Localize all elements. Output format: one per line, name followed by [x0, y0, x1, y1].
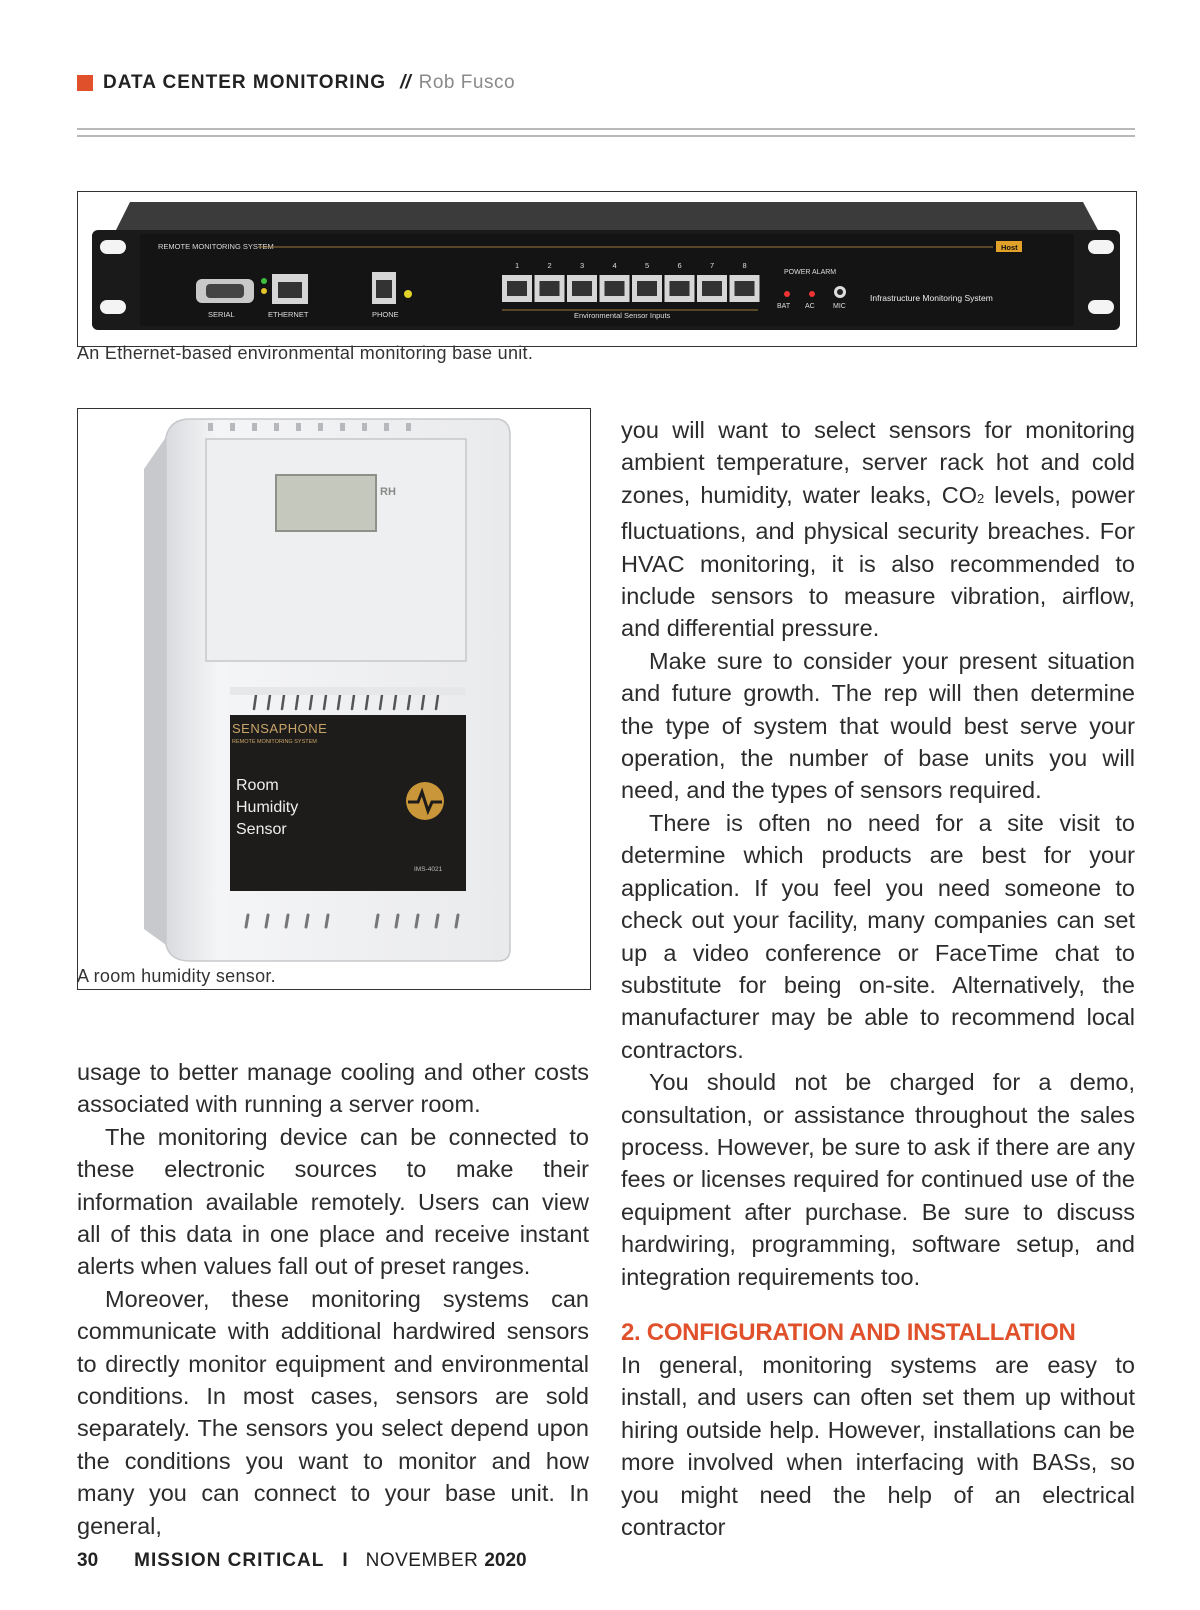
body-paragraph: Make sure to consider your present situation and future growth. The rep will then determine the type of system that would best serve your operation, the number of base units you will need, and the types of sensors required.	[621, 647, 1135, 804]
author-name: Rob Fusco	[418, 72, 516, 93]
section-marker-square	[77, 75, 93, 91]
right-text-column	[621, 414, 1135, 1543]
body-paragraph: Moreover, these monitoring systems can communicate with additional hardwired sensors to directly monitor equipment and environmental conditions. In most cases, sensors are sold separately. The sensors you select depend upon the conditions you want to monitor and how many you can connect to your base unit. In general,	[77, 1285, 589, 1539]
figure2-caption: A room humidity sensor.	[77, 966, 276, 986]
brand-subtitle: REMOTE MONITORING SYSTEM	[232, 739, 317, 745]
sensor-inputs-label: Environmental Sensor Inputs	[574, 311, 671, 320]
mount-hole	[100, 240, 126, 254]
ethernet-label: ETHERNET	[268, 310, 309, 319]
body-paragraph: The monitoring device can be connected to these electronic sources to make their information available remotely. Users can view all of this data in one place and receive instant alerts when values fall out of preset ranges.	[77, 1123, 589, 1280]
figure-humidity-sensor	[77, 408, 591, 990]
product-line-1: Room	[236, 777, 279, 794]
sensor-port-number: 7	[710, 261, 715, 270]
running-header	[77, 70, 515, 96]
mount-hole	[1088, 300, 1114, 314]
power-alarm-label: POWER ALARM	[784, 269, 837, 276]
brand-name: SENSAPHONE	[232, 721, 328, 736]
mount-hole	[1088, 240, 1114, 254]
sensor-port-number: 4	[612, 261, 617, 270]
host-tag: Host	[1001, 243, 1018, 252]
page-footer	[77, 1550, 527, 1572]
issue-year: 2020	[484, 1550, 527, 1571]
footer-divider: I	[342, 1550, 348, 1571]
figure1-caption: An Ethernet-based environmental monitoring base unit.	[77, 343, 534, 363]
sensor-port-number: 3	[580, 261, 585, 270]
header-rule-bottom	[77, 135, 1135, 137]
model-number: IMS-4021	[414, 866, 443, 873]
lcd-display	[276, 475, 376, 531]
product-line-2: Humidity	[236, 799, 299, 816]
header-rule-top	[77, 128, 1135, 130]
mount-hole	[100, 300, 126, 314]
base-unit-image	[78, 192, 1136, 346]
body-paragraph: you will want to select sensors for monitoring ambient temperature, server rack hot and cold zones, humidity, water leaks, CO2 levels, power fluctuations, and physical security breaches. For HVAC monitoring, it is also recommended to include sensors to measure vibration, airflow, and differential pressure.	[621, 417, 1135, 642]
phone-label: PHONE	[372, 310, 399, 319]
sensor-port-number: 6	[677, 261, 682, 270]
body-paragraph: There is often no need for a site visit to determine which products are best for your application. If you feel you need someone to check out your facility, many companies can set up a video conference or FaceTime chat to substitute for being on-site. Alternatively, the manufacturer may be able to recommend local contractors.	[621, 809, 1135, 1063]
ac-label: AC	[805, 303, 815, 310]
body-paragraph: You should not be charged for a demo, consultation, or assistance throughout the sales process. However, be sure to ask if there are any fees or licenses required for continued use of the equipment after purchase. Be sure to discuss hardwiring, programming, software setup, and integration requirements too.	[621, 1069, 1135, 1290]
system-label: Infrastructure Monitoring System	[870, 293, 993, 303]
page-number: 30	[77, 1550, 99, 1571]
body-paragraph: usage to better manage cooling and other costs associated with running a server room.	[77, 1059, 589, 1118]
bat-led	[784, 291, 790, 297]
mic-label: MIC	[833, 303, 846, 310]
left-text-column	[77, 1056, 589, 1542]
sensor-port-number: 5	[645, 261, 650, 270]
header-separator: //	[400, 72, 411, 93]
product-line-3: Sensor	[236, 821, 287, 838]
section-title: DATA CENTER MONITORING	[103, 72, 387, 93]
figure-base-unit	[77, 191, 1137, 347]
serial-label: SERIAL	[208, 310, 235, 319]
body-paragraph: In general, monitoring systems are easy to install, and users can often set them up without hiring outside help. However, installations can be more involved when interfacing with BASs, so you might need the help of an electrical contractor	[621, 1351, 1135, 1540]
sensor-port-number: 2	[547, 261, 552, 270]
sensor-port-number: 8	[742, 261, 747, 270]
sensor-port-number: 1	[515, 261, 520, 270]
panel-title: REMOTE MONITORING SYSTEM	[158, 242, 274, 251]
humidity-sensor-image	[78, 409, 590, 989]
ac-led	[809, 291, 815, 297]
rh-label: RH	[380, 486, 396, 498]
bat-label: BAT	[777, 303, 791, 310]
magazine-name: MISSION CRITICAL	[134, 1550, 325, 1571]
issue-month: NOVEMBER	[365, 1550, 479, 1571]
section-heading: 2. CONFIGURATION AND INSTALLATION	[621, 1318, 1076, 1346]
